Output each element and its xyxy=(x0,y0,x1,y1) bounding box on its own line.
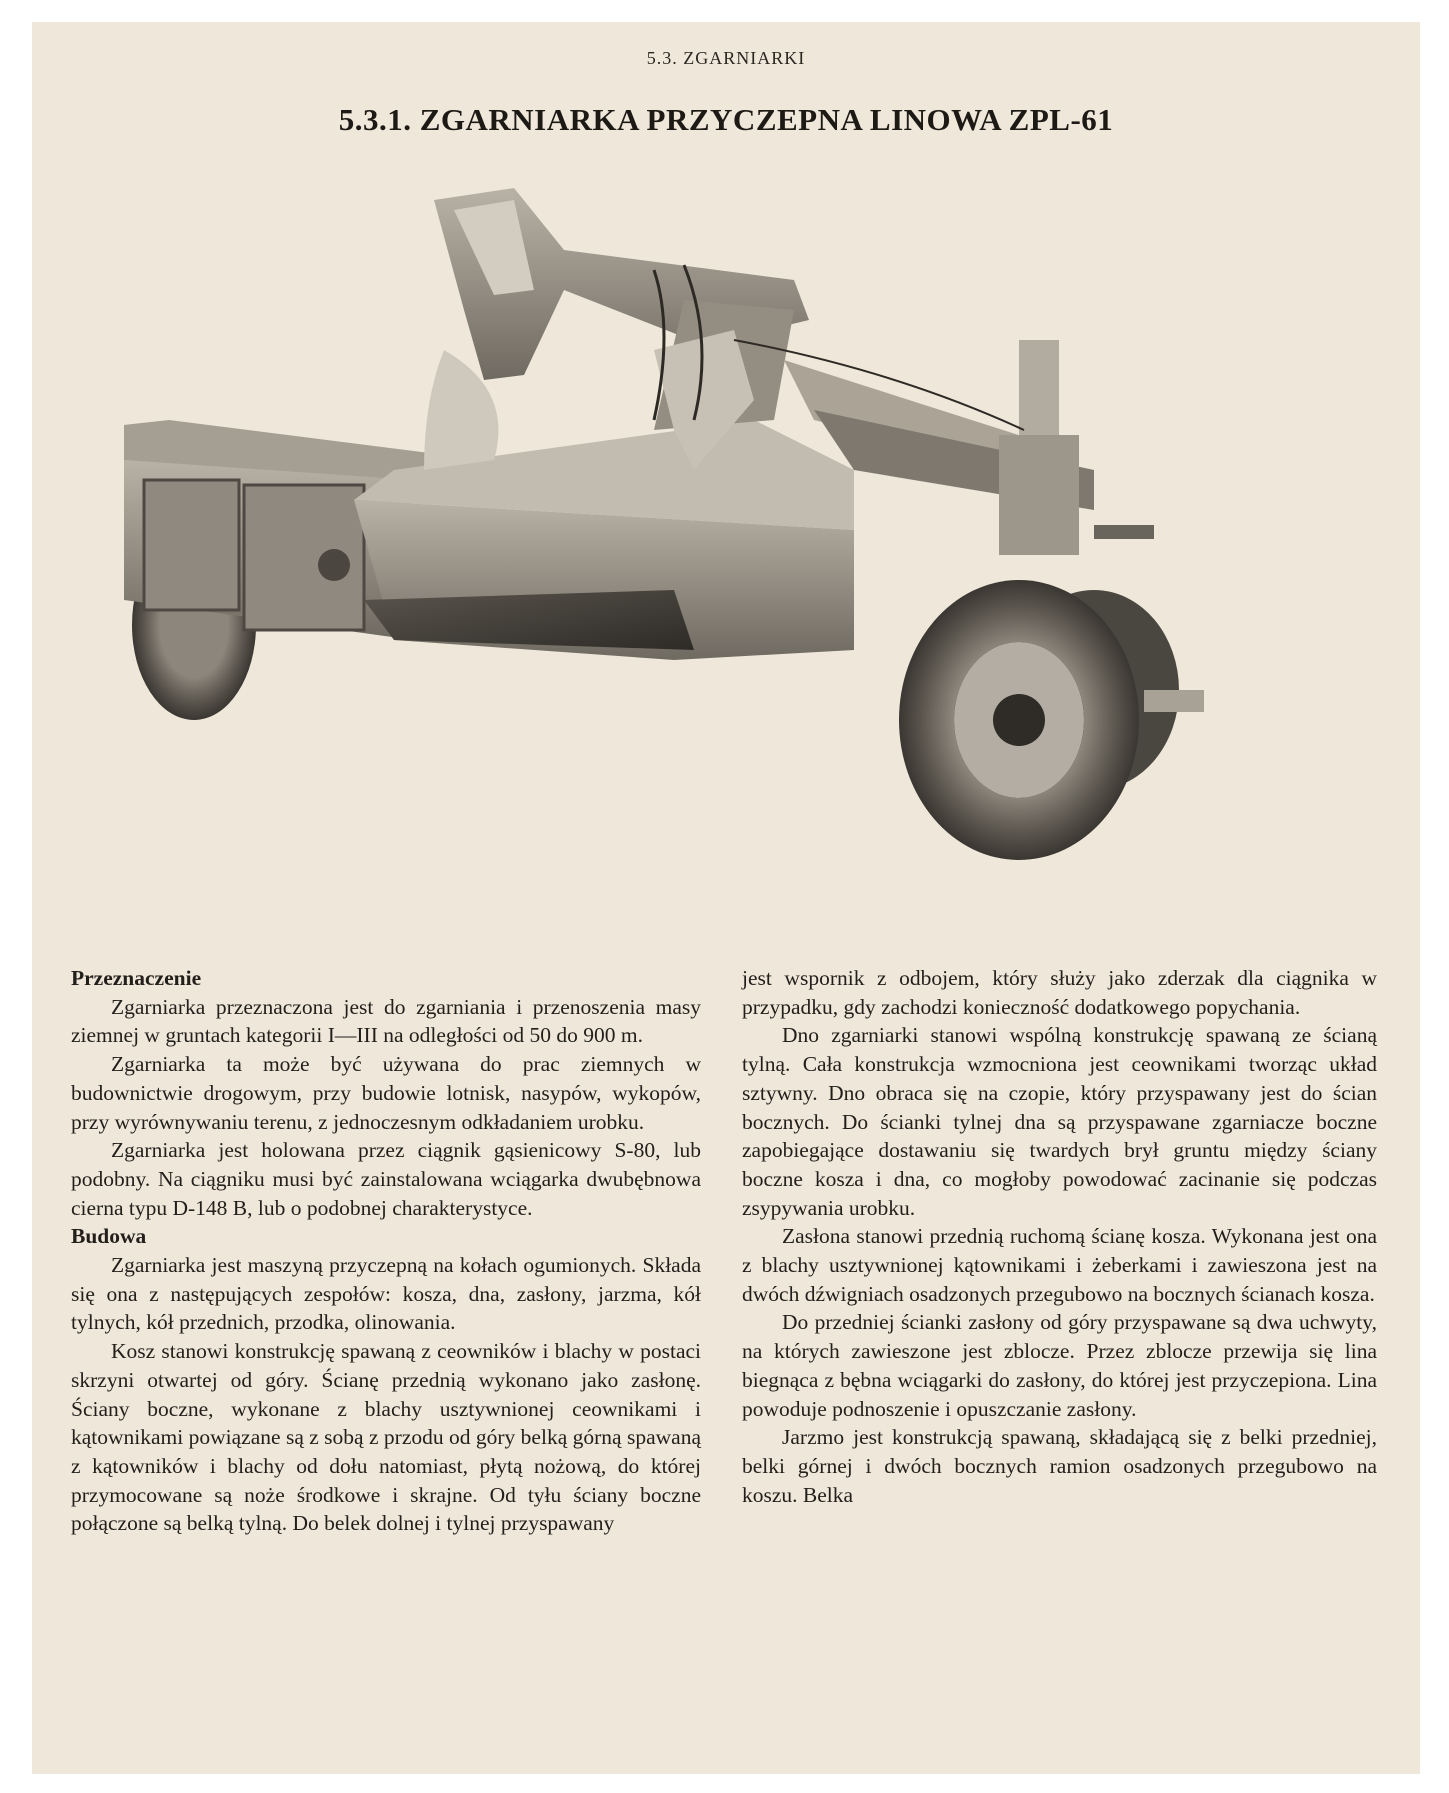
left-column xyxy=(71,964,701,1538)
paragraph: Dno zgarniarki stanowi wspólną konstrukcję spawaną ze ścianą tylną. Cała konstrukcja wzmocniona jest ceownikami tworząc układ sztywny. Dno obraca się na czopie, który przyspawany jest do ścian bocznych. Do ścianki tylnej dna są przyspawane zgarniacze boczne zapobiegające dostawaniu się twardych brył gruntu między ściany boczne kosza i dna, co mogłoby powodować zacinanie się podczas zsypywania urobku. xyxy=(742,1023,1377,1220)
paragraph: Zasłona stanowi przednią ruchomą ścianę kosza. Wykonana jest ona z blachy usztywnionej kątownikami i żeberkami i zawieszona jest na dwóch dźwigniach osadzonych przegubowo na bocznych ścianach kosza. xyxy=(742,1224,1377,1306)
paragraph: Zgarniarka ta może być używana do prac ziemnych w budownictwie drogowym, przy budowie lotnisk, nasypów, wykopów, przy wyrównywaniu terenu, z jednoczesnym odkładaniem urobku. xyxy=(71,1052,701,1134)
right-column xyxy=(742,964,1377,1509)
heading-budowa: Budowa xyxy=(71,1224,147,1249)
heading-przeznaczenie: Przeznaczenie xyxy=(71,966,202,990)
paragraph: Do przedniej ścianki zasłony od góry przyspawane są dwa uchwyty, na których zawieszone jest zblocze. Przez zblocze przewija się lina biegnąca z bębna wciągarki do zasłony, do której jest przyczepiona. Lina powoduje podnoszenie i opuszczanie zasłony. xyxy=(742,1310,1377,1421)
scraper-photo xyxy=(94,170,1374,950)
paragraph: jest wspornik z odbojem, który służy jako zderzak dla ciągnika w przypadku, gdy zachodzi konieczność dodatkowego popychania. xyxy=(742,966,1377,1019)
paragraph: Jarzmo jest konstrukcją spawaną, składającą się z belki przedniej, belki górnej i dwóch bocznych ramion osadzonych przegubowo na koszu. Belka xyxy=(742,1425,1377,1507)
paragraph: Zgarniarka jest holowana przez ciągnik gąsienicowy S-80, lub podobny. Na ciągniku musi być zainstalowana wciągarka dwubębnowa cierna typu D-148 B, lub o podobnej charakterystyce. xyxy=(71,1138,701,1220)
paragraph: Zgarniarka przeznaczona jest do zgarniania i przenoszenia masy ziemnej w gruntach kategorii I—III na odległości od 50 do 900 m. xyxy=(71,994,701,1048)
running-head: 5.3. ZGARNIARKI xyxy=(646,48,806,68)
paragraph: Zgarniarka jest maszyną przyczepną na kołach ogumionych. Składa się ona z następujących zespołów: kosza, dna, zasłony, jarzma, kół tylnych, kół przednich, przodka, olinowania. xyxy=(71,1253,701,1335)
paragraph: Kosz stanowi konstrukcję spawaną z ceowników i blachy w postaci skrzyni otwartej od góry. Ścianę przednią wykonano jako zasłonę. Ściany boczne, wykonane z blachy usztywnionej ceownikami i kątownikami powiązane są z sobą z przodu od góry belką górną spawaną z kątowników i blachy od dołu natomiast, płytą nożową, do której przymocowane są noże środkowe i skrajne. Od tyłu ściany boczne połączone są belką tylną. Do belek dolnej i tylnej przyspawany xyxy=(71,1339,701,1536)
page-title: 5.3.1. ZGARNIARKA PRZYCZEPNA LINOWA ZPL-61 xyxy=(338,102,1114,137)
book-page xyxy=(32,22,1420,1774)
